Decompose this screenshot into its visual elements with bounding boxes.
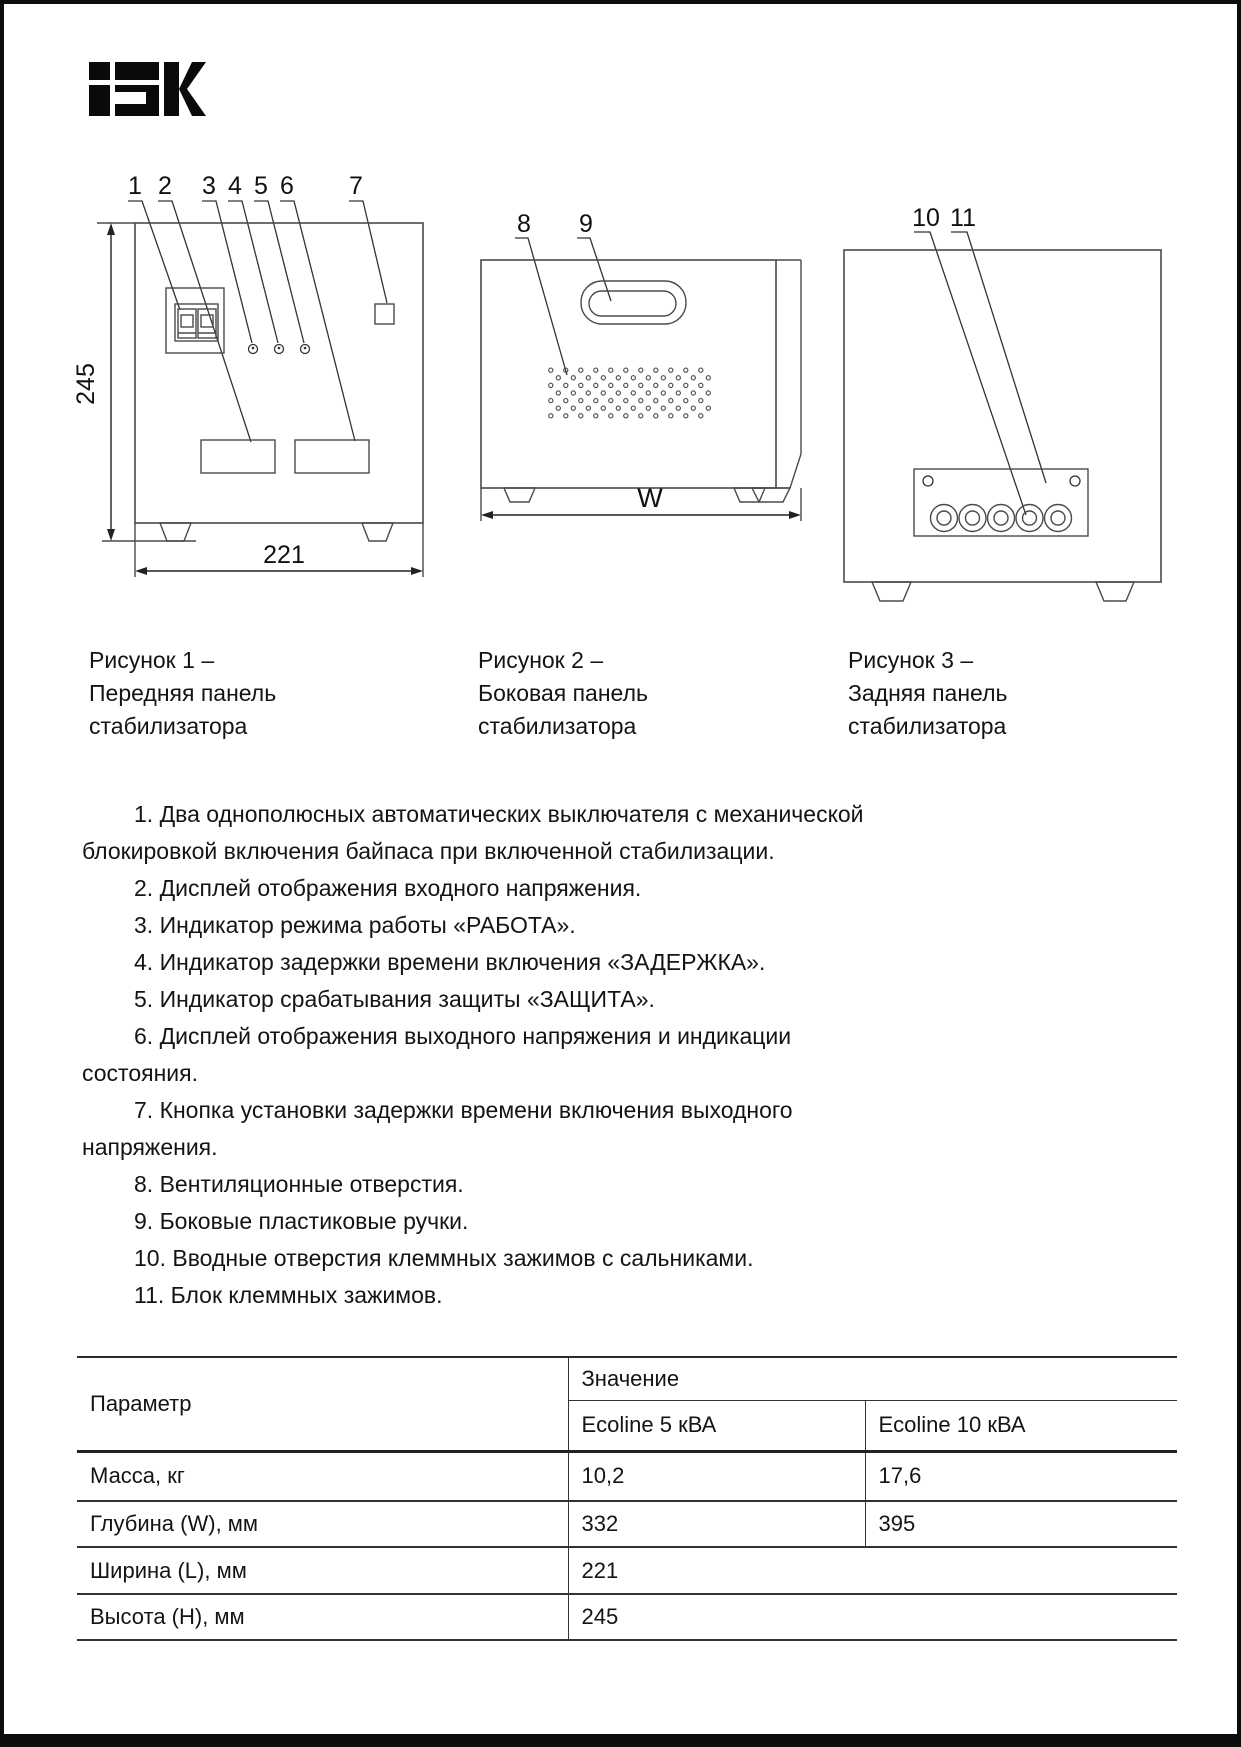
row-mass-v1: 10,2 [568, 1451, 865, 1501]
figure-3-caption-line3: стабилизатора [848, 713, 1007, 739]
figure-1-leader-lines [128, 201, 387, 442]
legend-item-6-cont: состояния. [82, 1060, 198, 1086]
callout-9: 9 [579, 210, 593, 238]
callout-7: 7 [349, 172, 363, 200]
led-indicators [249, 345, 310, 354]
callout-2: 2 [158, 172, 172, 200]
dim-221-label: 221 [263, 541, 305, 569]
legend-item-4: 4. Индикатор задержки времени включения «ЗАДЕРЖКА». [134, 949, 766, 975]
callout-8: 8 [517, 210, 531, 238]
table-row-width [77, 1547, 1177, 1594]
legend-item-11: 11. Блок клеммных зажимов. [134, 1282, 443, 1308]
legend-item-7: 7. Кнопка установки задержки времени включения выходного [134, 1097, 793, 1123]
figure-2-caption-line1: Рисунок 2 – [478, 647, 604, 673]
figure-3-callouts [912, 204, 976, 232]
legend-item-5: 5. Индикатор срабатывания защиты «ЗАЩИТА». [134, 986, 655, 1012]
row-mass-v2: 17,6 [865, 1451, 1177, 1501]
figure-3-feet [872, 582, 1134, 601]
figure-3-rear-panel-drawing [824, 154, 1184, 614]
side-handle [581, 281, 686, 324]
legend-item-9: 9. Боковые пластиковые ручки. [134, 1208, 469, 1234]
figure-2-leader-lines [515, 238, 611, 375]
output-voltage-display-shape [295, 440, 369, 473]
figure-1-caption-line3: стабилизатора [89, 713, 248, 739]
iek-logo [88, 62, 206, 116]
col-header-value: Значение [568, 1357, 1177, 1400]
front-panel-outline [135, 223, 423, 523]
dim-245 [72, 223, 196, 541]
col-header-ecoline-5: Ecoline 5 кВА [568, 1400, 865, 1451]
table-row-height [77, 1594, 1177, 1640]
row-depth-v1: 332 [568, 1501, 865, 1547]
dim-245-label: 245 [72, 363, 100, 405]
figure-2-callouts [517, 210, 593, 238]
input-voltage-display-shape [201, 440, 275, 473]
legend-list [82, 796, 1192, 1314]
callout-4: 4 [228, 172, 242, 200]
callout-3: 3 [202, 172, 216, 200]
dim-w-label: W [637, 483, 663, 513]
spec-table [77, 1356, 1177, 1641]
figure-3-caption [848, 644, 1168, 743]
row-mass-param: Масса, кг [77, 1451, 568, 1501]
col-header-parameter: Параметр [77, 1357, 568, 1451]
callout-11: 11 [950, 204, 976, 232]
legend-item-8: 8. Вентиляционные отверстия. [134, 1171, 464, 1197]
callout-1: 1 [128, 172, 142, 200]
row-height-v1: 245 [568, 1594, 1177, 1640]
rear-panel-outline [844, 250, 1161, 582]
vent-holes-grid [547, 366, 711, 419]
figure-3-leader-lines [914, 232, 1046, 515]
figure-3-caption-line2: Задняя панель [848, 680, 1008, 706]
figure-1-feet [160, 523, 393, 541]
figure-1-callouts [128, 172, 363, 200]
legend-item-1: 1. Два однополюсных автоматических выключателя с механической [134, 801, 864, 827]
callout-6: 6 [280, 172, 294, 200]
terminal-block-screws [923, 476, 1080, 486]
figure-2-caption-line3: стабилизатора [478, 713, 637, 739]
legend-item-10: 10. Вводные отверстия клеммных зажимов с сальниками. [134, 1245, 754, 1271]
row-height-param: Высота (H), мм [77, 1594, 568, 1640]
terminal-block [914, 469, 1088, 536]
table-row-depth [77, 1501, 1177, 1547]
legend-item-6: 6. Дисплей отображения выходного напряжения и индикации [134, 1023, 792, 1049]
callout-10: 10 [912, 204, 940, 232]
figure-1-caption-line1: Рисунок 1 – [89, 647, 215, 673]
row-depth-v2: 395 [865, 1501, 1177, 1547]
figure-3-caption-line1: Рисунок 3 – [848, 647, 974, 673]
dim-221 [135, 523, 423, 577]
figure-1-front-panel-drawing [64, 154, 444, 594]
row-width-param: Ширина (L), мм [77, 1547, 568, 1594]
legend-item-7-cont: напряжения. [82, 1134, 218, 1160]
row-width-v1: 221 [568, 1547, 1177, 1594]
callout-5: 5 [254, 172, 268, 200]
iek-logo-glyphs [89, 62, 206, 116]
figure-2-side-panel-drawing [444, 154, 824, 594]
legend-item-3: 3. Индикатор режима работы «РАБОТА». [134, 912, 576, 938]
table-row-mass [77, 1451, 1177, 1501]
col-header-ecoline-10: Ecoline 10 кВА [865, 1400, 1177, 1451]
figure-2-caption-line2: Боковая панель [478, 680, 648, 706]
delay-button-shape [375, 304, 394, 324]
legend-item-1-cont: блокировкой включения байпаса при включенной стабилизации. [82, 838, 775, 864]
row-depth-param: Глубина (W), мм [77, 1501, 568, 1547]
side-panel-back-edge [776, 260, 801, 488]
breaker-block [166, 288, 224, 353]
legend-item-2: 2. Дисплей отображения входного напряжения. [134, 875, 642, 901]
cable-glands [931, 505, 1072, 532]
figure-1-caption [89, 644, 409, 743]
figure-1-caption-line2: Передняя панель [89, 680, 277, 706]
figure-2-caption [478, 644, 798, 743]
